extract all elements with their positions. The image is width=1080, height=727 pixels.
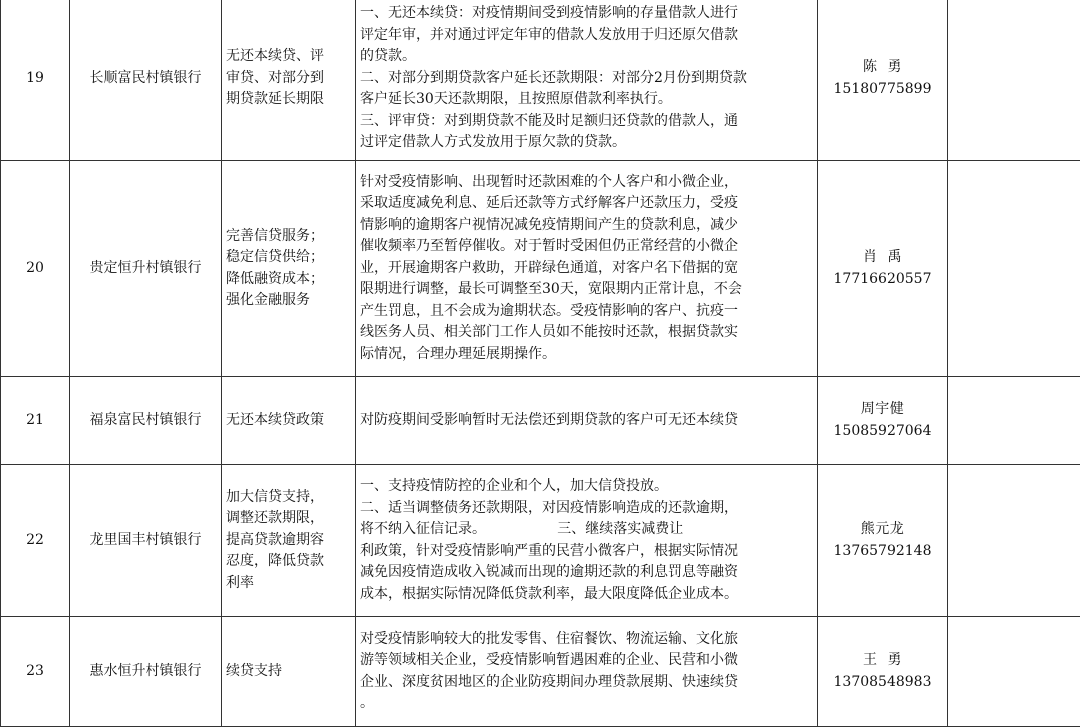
contact-name: 肖 禹 xyxy=(822,247,943,269)
description-line: 对受疫情影响较大的批发零售、住宿餐饮、物流运输、文化旅 xyxy=(360,629,813,651)
description-line: 利政策，针对受疫情影响严重的民营小微客户，根据实际情况 xyxy=(360,541,813,563)
contact-phone: 17716620557 xyxy=(822,269,943,291)
table-row xyxy=(1,161,1080,377)
description-line: 企业、深度贫困地区的企业防疫期间办理贷款展期、快速续贷 xyxy=(360,672,813,694)
description-line: 减免因疫情造成收入锐减而出现的逾期还款的利息罚息等融资 xyxy=(360,562,813,584)
policy-type-line: 续贷支持 xyxy=(226,661,351,683)
description-line: 过评定借款人方式发放用于原欠款的贷款。 xyxy=(360,132,813,154)
description-line: 将不纳入征信记录。 三、继续落实减费让 xyxy=(360,519,813,541)
description-line: 限期进行调整，最长可调整至30天，宽限期内正常计息，不会 xyxy=(360,279,813,301)
table-row xyxy=(1,617,1080,727)
table-row xyxy=(1,0,1080,161)
policy-type-line: 无还本续贷、评 xyxy=(226,46,351,68)
row-number: 22 xyxy=(1,465,70,617)
blank-cell xyxy=(948,465,1080,617)
contact-cell xyxy=(818,0,948,161)
contact-cell xyxy=(818,161,948,377)
description-line: 际情况，合理办理延展期操作。 xyxy=(360,344,813,366)
contact-phone: 15180775899 xyxy=(822,79,943,101)
description-line: 产生罚息，且不会成为逾期状态。受疫情影响的客户、抗疫一 xyxy=(360,301,813,323)
description-line: 评定年审，并对通过评定年审的借款人发放用于归还原欠借款 xyxy=(360,25,813,47)
bank-name: 长顺富民村镇银行 xyxy=(70,0,222,161)
policy-type xyxy=(222,465,356,617)
description-line: 二、对部分到期贷款客户延长还款期限：对部分2月份到期贷款 xyxy=(360,68,813,90)
table-row xyxy=(1,465,1080,617)
description-line: 。 xyxy=(360,693,813,715)
description-line: 客户延长30天还款期限，且按照原借款利率执行。 xyxy=(360,89,813,111)
description-line: 情影响的逾期客户视情况减免疫情期间产生的贷款利息，减少 xyxy=(360,215,813,237)
row-number: 21 xyxy=(1,377,70,465)
blank-cell xyxy=(948,377,1080,465)
contact-cell xyxy=(818,617,948,727)
description-line: 二、适当调整债务还款期限，对因疫情影响造成的还款逾期， xyxy=(360,498,813,520)
policy-type-line: 忍度，降低贷款 xyxy=(226,551,351,573)
description-line: 三、评审贷：对到期贷款不能及时足额归还贷款的借款人，通 xyxy=(360,111,813,133)
policy-type-line: 无还本续贷政策 xyxy=(226,410,351,432)
contact-phone: 15085927064 xyxy=(822,421,943,443)
policy-type-line: 期贷款延长期限 xyxy=(226,89,351,111)
blank-cell xyxy=(948,161,1080,377)
policy-type xyxy=(222,377,356,465)
description-line: 一、无还本续贷：对疫情期间受到疫情影响的存量借款人进行 xyxy=(360,3,813,25)
policy-type-line: 降低融资成本； xyxy=(226,269,351,291)
bank-name: 贵定恒升村镇银行 xyxy=(70,161,222,377)
policy-description xyxy=(356,377,818,465)
contact-name: 熊元龙 xyxy=(822,519,943,541)
description-line: 游等领域相关企业，受疫情影响暂遇困难的企业、民营和小微 xyxy=(360,650,813,672)
policy-type-line: 稳定信贷供给； xyxy=(226,247,351,269)
policy-type-line: 调整还款期限， xyxy=(226,508,351,530)
policy-type-line: 加大信贷支持， xyxy=(226,487,351,509)
contact-phone: 13765792148 xyxy=(822,541,943,563)
blank-cell xyxy=(948,0,1080,161)
description-line: 的贷款。 xyxy=(360,46,813,68)
description-line: 线医务人员、相关部门工作人员如不能按时还款，根据贷款实 xyxy=(360,322,813,344)
row-number: 19 xyxy=(1,0,70,161)
policy-type xyxy=(222,0,356,161)
blank-cell xyxy=(948,617,1080,727)
contact-cell xyxy=(818,465,948,617)
policy-description xyxy=(356,465,818,617)
policy-type-line: 强化金融服务 xyxy=(226,290,351,312)
table-row xyxy=(1,377,1080,465)
bank-name: 龙里国丰村镇银行 xyxy=(70,465,222,617)
contact-cell xyxy=(818,377,948,465)
contact-phone: 13708548983 xyxy=(822,672,943,694)
description-line: 采取适度减免利息、延后还款等方式纾解客户还款压力，受疫 xyxy=(360,193,813,215)
description-line: 一、支持疫情防控的企业和个人，加大信贷投放。 xyxy=(360,476,813,498)
policy-type-line: 利率 xyxy=(226,573,351,595)
policy-description xyxy=(356,0,818,161)
policy-description xyxy=(356,161,818,377)
policy-description xyxy=(356,617,818,727)
policy-type xyxy=(222,161,356,377)
description-line: 针对受疫情影响、出现暂时还款困难的个人客户和小微企业， xyxy=(360,172,813,194)
row-number: 23 xyxy=(1,617,70,727)
policy-type-line: 完善信贷服务； xyxy=(226,226,351,248)
policy-type-line: 审贷、对部分到 xyxy=(226,68,351,90)
row-number: 20 xyxy=(1,161,70,377)
bank-name: 惠水恒升村镇银行 xyxy=(70,617,222,727)
contact-name: 周宇健 xyxy=(822,399,943,421)
contact-name: 王 勇 xyxy=(822,650,943,672)
bank-name: 福泉富民村镇银行 xyxy=(70,377,222,465)
description-line: 业，开展逾期客户救助，开辟绿色通道，对客户名下借据的宽 xyxy=(360,258,813,280)
policy-type xyxy=(222,617,356,727)
description-line: 对防疫期间受影响暂时无法偿还到期贷款的客户可无还本续贷 xyxy=(360,410,813,432)
policy-type-line: 提高贷款逾期容 xyxy=(226,530,351,552)
description-line: 催收频率乃至暂停催收。对于暂时受困但仍正常经营的小微企 xyxy=(360,236,813,258)
contact-name: 陈 勇 xyxy=(822,57,943,79)
description-line: 成本，根据实际情况降低贷款利率，最大限度降低企业成本。 xyxy=(360,584,813,606)
